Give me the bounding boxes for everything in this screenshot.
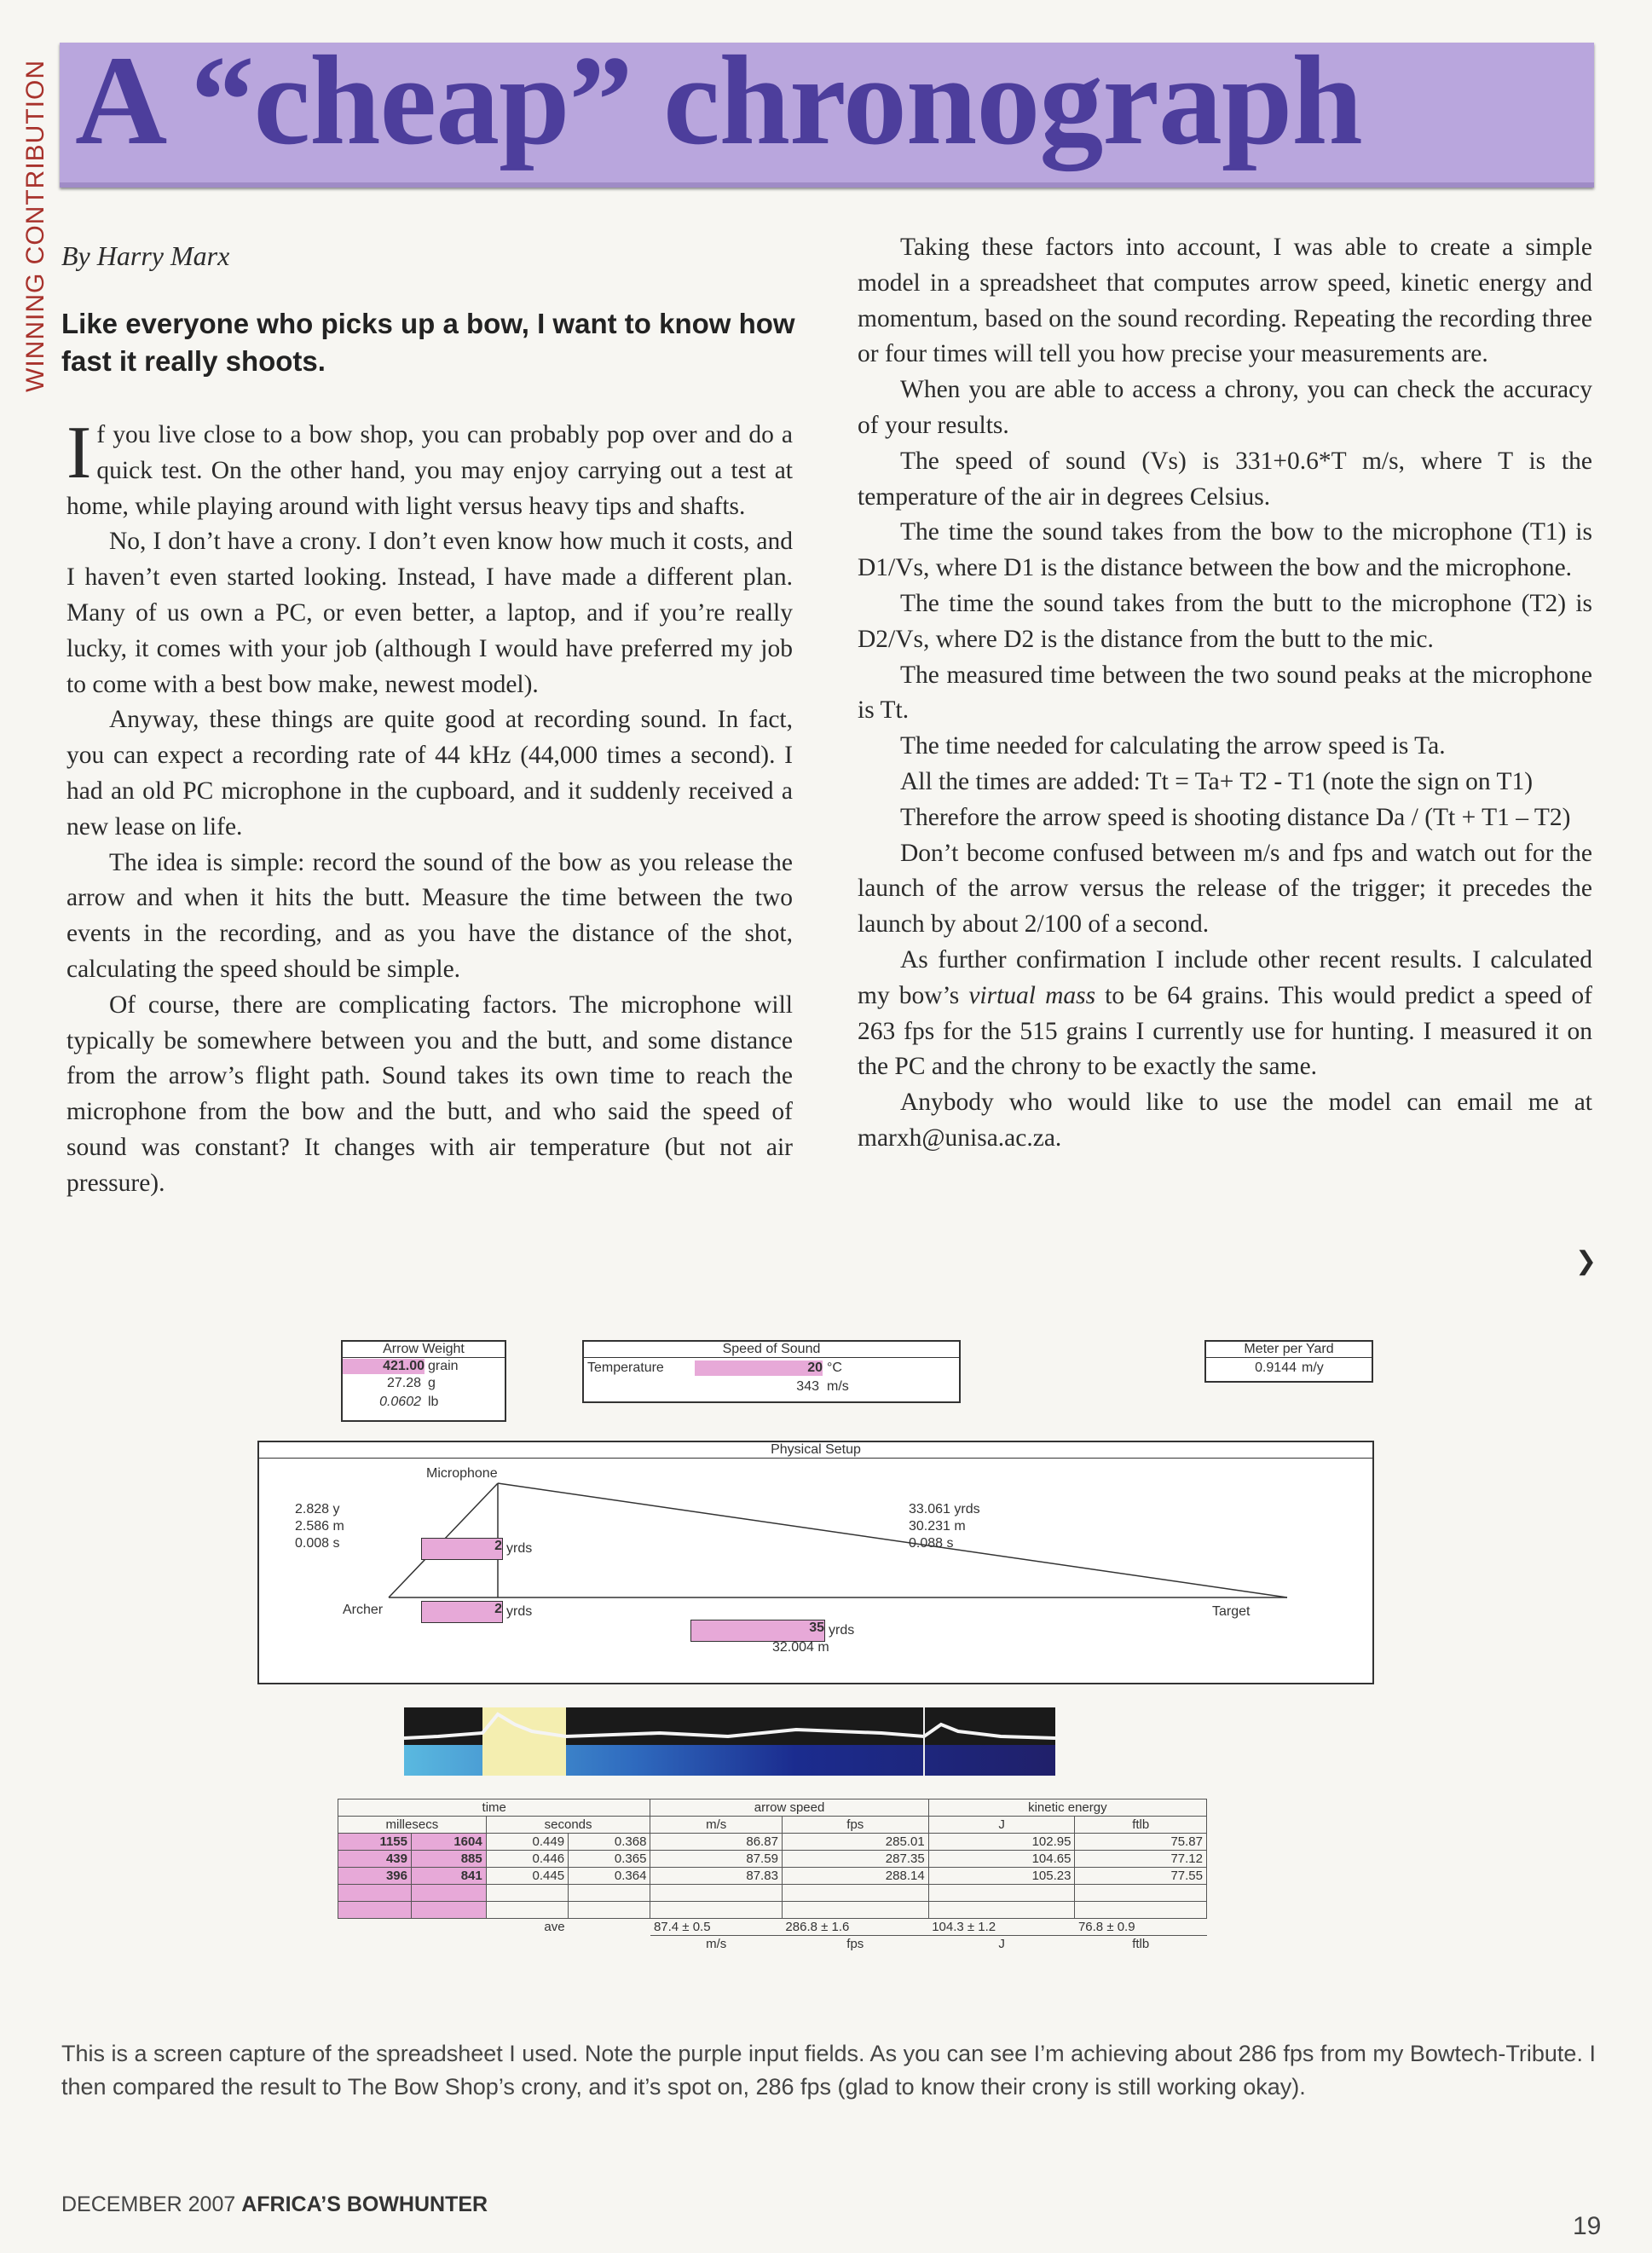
figure-caption: This is a screen capture of the spreadsheet I used. Note the purple input fields. As you can see I’m achieving about 286 fps from my Bowtech-Tribute. I then compared the result to The Bow Shop’s crony, and it’s spot on, 286 fps (glad to know their crony is still working okay). <box>61 2041 1596 2100</box>
yrds-unit: yrds <box>829 1623 855 1638</box>
paragraph: The time the sound takes from the bow to the microphone (T1) is D1/Vs, where D1 is the distance between the bow and the microphone. <box>858 518 1592 582</box>
table-cell <box>486 1902 568 1919</box>
column-left <box>66 412 793 1202</box>
byline: By Harry Marx <box>61 240 230 271</box>
archer-offset-input[interactable]: 2 <box>421 1601 503 1623</box>
archer-label: Archer <box>343 1603 384 1617</box>
pound-value: 0.0602 <box>379 1395 421 1409</box>
grain-unit: grain <box>428 1359 459 1373</box>
arrow-weight-box <box>341 1340 506 1422</box>
paragraph: As further confirmation I include other recent results. I calculated my bow’s virtual mass to be 64 grains. This would predict a speed of 263 fps for the 515 grains I currently use for hunting. I measured it on the PC and the chrony to be exactly the same. <box>858 945 1592 1081</box>
paragraph: The time the sound takes from the butt to the microphone (T2) is D2/Vs, where D2 is the distance from the butt to the mic. <box>858 589 1592 653</box>
table-cell: 75.87 <box>1075 1834 1207 1851</box>
microphone-label: Microphone <box>426 1466 498 1481</box>
meter-per-yard-value: 0.9144 <box>1255 1360 1297 1375</box>
arrow-speed-header: arrow speed <box>650 1800 928 1817</box>
paragraph: If you live close to a bow shop, you can probably pop over and do a quick test. On the other hand, you may enjoy carrying out a test at home, while playing around with light versus heavy tips and shafts. <box>66 412 793 520</box>
table-cell: 87.83 <box>650 1868 782 1885</box>
time-header: time <box>338 1800 650 1817</box>
millisecs-input[interactable]: 1155 <box>338 1834 412 1851</box>
table-row <box>338 1902 1207 1919</box>
meter-per-yard-header: Meter per Yard <box>1206 1342 1372 1358</box>
paragraph: The idea is simple: record the sound of the bow as you release the arrow and when it hits the butt. Measure the time between the two events in the recording, and as you have the distance of the shot, calculating the speed should be simple. <box>66 848 793 983</box>
millisecs-input[interactable]: 1604 <box>412 1834 487 1851</box>
table-row <box>338 1885 1207 1902</box>
results-table <box>338 1799 1207 1952</box>
meter-per-yard-box <box>1204 1340 1373 1383</box>
mic-offset-input[interactable]: 2 <box>421 1538 503 1560</box>
ftlb-header: ftlb <box>1075 1817 1207 1834</box>
unit-fps: fps <box>846 1937 864 1951</box>
left-yards: 2.828 y <box>295 1502 340 1516</box>
table-cell: 287.35 <box>782 1851 928 1868</box>
waveform-image <box>404 1707 1055 1776</box>
physical-setup-box <box>257 1441 1374 1684</box>
joule-header: J <box>928 1817 1075 1834</box>
sound-speed-unit: m/s <box>827 1379 849 1394</box>
millisecs-input[interactable] <box>412 1902 487 1919</box>
paragraph: The measured time between the two sound peaks at the microphone is Tt. <box>858 661 1592 725</box>
millisecs-input[interactable]: 439 <box>338 1851 412 1868</box>
physical-setup-header: Physical Setup <box>259 1442 1372 1459</box>
paragraph: Anyway, these things are quite good at recording sound. In fact, you can expect a recording rate of 44 kHz (44,000 times a second). I had an old PC microphone in the cupboard, and it suddenly received a new lease on life. <box>66 706 793 841</box>
average-ftlb: 76.8 ± 0.9 <box>1075 1919 1207 1936</box>
millisecs-input[interactable]: 841 <box>412 1868 487 1885</box>
meter-per-yard-unit: m/y <box>1302 1360 1324 1375</box>
paragraph: Anybody who would like to use the model can email me at marxh@unisa.ac.za. <box>858 1089 1592 1152</box>
left-meters: 2.586 m <box>295 1519 344 1534</box>
distance-input[interactable]: 35 <box>690 1620 825 1642</box>
grain-input[interactable]: 421.00 <box>343 1359 425 1374</box>
table-cell: 0.368 <box>569 1834 650 1851</box>
average-label: ave <box>544 1920 565 1935</box>
right-meters: 30.231 m <box>909 1519 966 1534</box>
table-cell: 0.449 <box>486 1834 568 1851</box>
paragraph: Therefore the arrow speed is shooting distance Da / (Tt + T1 – T2) <box>900 803 1571 831</box>
temperature-unit: °C <box>827 1360 842 1375</box>
unit-joule: J <box>998 1937 1005 1951</box>
yrds-unit: yrds <box>506 1541 533 1556</box>
table-cell: 77.12 <box>1075 1851 1207 1868</box>
average-fps: 286.8 ± 1.6 <box>782 1919 928 1936</box>
paragraph: The time needed for calculating the arrow speed is Ta. <box>900 732 1446 760</box>
table-cell: 0.365 <box>569 1851 650 1868</box>
millisecs-input[interactable] <box>338 1902 412 1919</box>
table-cell: 0.445 <box>486 1868 568 1885</box>
table-row <box>338 1834 1207 1851</box>
distance-meters: 32.004 m <box>772 1640 829 1655</box>
table-cell <box>650 1885 782 1902</box>
target-label: Target <box>1212 1604 1251 1619</box>
table-cell: 0.364 <box>569 1868 650 1885</box>
table-cell: 285.01 <box>782 1834 928 1851</box>
table-cell <box>1075 1885 1207 1902</box>
end-mark-icon: ❯ <box>1575 1247 1597 1275</box>
kinetic-energy-header: kinetic energy <box>928 1800 1206 1817</box>
lede: Like everyone who picks up a bow, I want to know how fast it really shoots. <box>61 308 795 377</box>
paragraph: All the times are added: Tt = Ta+ T2 - T1 (note the sign on T1) <box>900 767 1534 795</box>
table-cell: 77.55 <box>1075 1868 1207 1885</box>
gram-unit: g <box>428 1376 436 1390</box>
table-cell <box>782 1902 928 1919</box>
unit-ftlb: ftlb <box>1132 1937 1150 1951</box>
table-cell <box>928 1902 1075 1919</box>
table-cell <box>569 1902 650 1919</box>
section-tag: WINNING CONTRIBUTION <box>21 60 49 392</box>
table-cell: 86.87 <box>650 1834 782 1851</box>
table-cell: 105.23 <box>928 1868 1075 1885</box>
left-seconds: 0.008 s <box>295 1536 340 1551</box>
seconds-header: seconds <box>486 1817 650 1834</box>
table-cell <box>782 1885 928 1902</box>
paragraph: Taking these factors into account, I was able to create a simple model in a spreadsheet that computes arrow speed, kinetic energy and momentum, based on the sound recording. Repeating the recording three or four times will tell you how precise your measurements are. <box>858 234 1592 368</box>
average-joule: 104.3 ± 1.2 <box>928 1919 1075 1936</box>
article-title: A “cheap” chronograph <box>75 30 1362 171</box>
table-cell <box>928 1885 1075 1902</box>
paragraph: Don’t become confused between m/s and fps and watch out for the launch of the arrow versus the release of the trigger; it precedes the launch by about 2/100 of a second. <box>858 839 1592 939</box>
right-seconds: 0.088 s <box>909 1536 954 1551</box>
ms-header: m/s <box>650 1817 782 1834</box>
table-cell: 288.14 <box>782 1868 928 1885</box>
fps-header: fps <box>782 1817 928 1834</box>
millisecs-input[interactable] <box>338 1885 412 1902</box>
gram-value: 27.28 <box>386 1376 421 1390</box>
paragraph: The speed of sound (Vs) is 331+0.6*T m/s, where T is the temperature of the air in degrees Celsius. <box>858 447 1592 511</box>
unit-ms: m/s <box>706 1937 727 1951</box>
table-cell: 104.65 <box>928 1851 1075 1868</box>
table-cell <box>650 1902 782 1919</box>
title-banner <box>60 30 1594 188</box>
pound-unit: lb <box>428 1395 439 1409</box>
right-yards: 33.061 yrds <box>909 1502 980 1516</box>
paragraph: When you are able to access a chrony, you can check the accuracy of your results. <box>858 376 1592 439</box>
table-row <box>338 1851 1207 1868</box>
yrds-unit: yrds <box>506 1604 533 1619</box>
sound-speed-value: 343 <box>796 1379 819 1394</box>
table-cell: 87.59 <box>650 1851 782 1868</box>
paragraph: No, I don’t have a crony. I don’t even know how much it costs, and I haven’t even started looking. Instead, I have made a different plan. Many of us own a PC, or even better, a laptop, and if you’re really lucky, it comes with your job (although I would have preferred my job to come with a best bow make, newest model). <box>66 528 793 698</box>
millisecs-input[interactable] <box>412 1885 487 1902</box>
arrow-weight-header: Arrow Weight <box>343 1342 505 1358</box>
table-cell <box>569 1885 650 1902</box>
table-row <box>338 1868 1207 1885</box>
table-cell: 102.95 <box>928 1834 1075 1851</box>
temperature-input[interactable]: 20 <box>695 1360 823 1376</box>
average-ms: 87.4 ± 0.5 <box>650 1919 782 1936</box>
table-cell <box>486 1885 568 1902</box>
footer: DECEMBER 2007 AFRICA’S BOWHUNTER <box>61 2192 488 2216</box>
column-right <box>858 230 1592 1157</box>
drop-cap: I <box>66 412 92 494</box>
paragraph: Of course, there are complicating factors. The microphone will typically be somewhere between you and the butt, and some distance from the arrow’s flight path. Sound takes its own time to reach the microphone from the bow and the butt, and who said the speed of sound was constant? It changes with air temperature (but not air pressure). <box>66 991 793 1197</box>
page-number: 19 <box>1573 2212 1602 2240</box>
table-cell <box>1075 1902 1207 1919</box>
millisecs-input[interactable]: 885 <box>412 1851 487 1868</box>
speed-of-sound-box <box>582 1340 961 1403</box>
table-cell: 0.446 <box>486 1851 568 1868</box>
millisecs-header: millesecs <box>338 1817 487 1834</box>
millisecs-input[interactable]: 396 <box>338 1868 412 1885</box>
temperature-label: Temperature <box>587 1360 664 1375</box>
speed-of-sound-header: Speed of Sound <box>584 1342 959 1358</box>
